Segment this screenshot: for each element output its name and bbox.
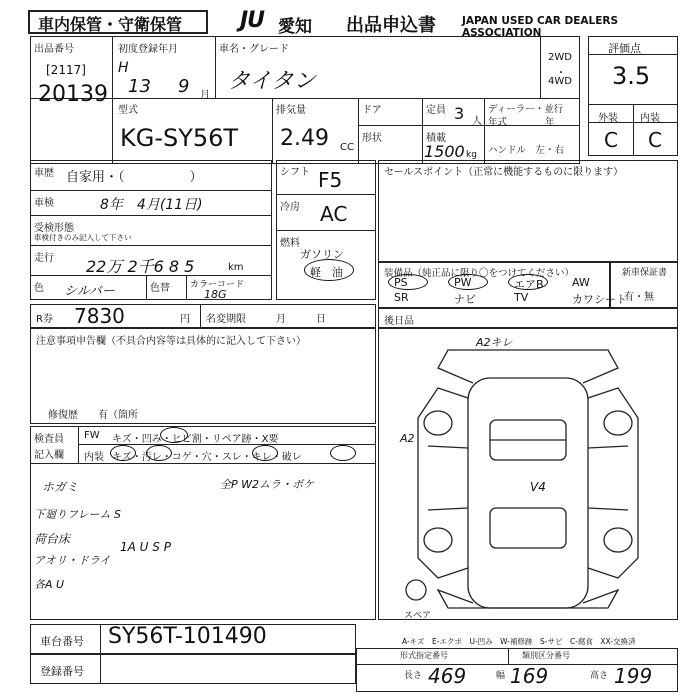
rear-items-label: 後日品: [384, 316, 414, 327]
shift-value: F5: [318, 168, 343, 192]
entry-label: 記入欄: [34, 450, 64, 461]
width-value: 169: [510, 664, 549, 688]
diagram-mark-a2-top: A2キレ: [476, 336, 513, 349]
equipment-label: 装備品（純正品に限り〇をつけてください）: [384, 268, 575, 279]
score-label: 評価点: [608, 42, 641, 55]
model-value: KG-SY56T: [120, 124, 239, 152]
handle-label: ハンドル 左・右: [488, 145, 565, 156]
equipment-item: AW: [572, 276, 590, 289]
yen-label: 円: [180, 314, 190, 325]
association-name: JAPAN USED CAR DEALERS ASSOCIATION: [462, 15, 619, 39]
diagram-mark-a2-left: A2: [400, 432, 415, 445]
color-code-label: カラーコード: [190, 280, 245, 290]
manual-yes-no: 有・無: [624, 292, 654, 303]
two-wd-label: 2WD: [548, 52, 572, 63]
equipment-item: PW: [454, 276, 472, 289]
first-reg-label: 初度登録年月: [118, 44, 178, 55]
aircon-label: 冷房: [280, 202, 300, 213]
aichi-label: 愛知: [278, 17, 312, 37]
year-type-label: 年式 年: [488, 117, 555, 128]
spare-label: スペア: [404, 611, 432, 621]
color-value: シルバー: [64, 284, 115, 299]
history-label: 車歴: [34, 168, 54, 179]
spec-type-label: 形式指定番号: [400, 651, 448, 660]
note-line-1: ホガミ: [42, 480, 79, 494]
inspection-value: 8年 4月(11日): [100, 197, 203, 213]
lot-no-label: 出品番号: [34, 44, 74, 55]
receipt-label: 受検形態: [34, 223, 74, 234]
capacity-unit: 人: [472, 116, 482, 127]
color-change-label: 色替: [150, 283, 170, 294]
car-name-label: 車名・グレード: [219, 44, 289, 55]
manual-label: 新車保証書: [622, 268, 668, 278]
equipment-item: エアB: [514, 278, 544, 291]
rear-items-box: [378, 308, 678, 328]
ju-logo: JU: [240, 8, 265, 33]
cc-label: CC: [340, 142, 354, 153]
chassis-label: 車台番号: [40, 635, 84, 648]
aircon-value: AC: [320, 202, 348, 226]
capacity-label: 定員: [426, 105, 446, 116]
height-value: 199: [614, 664, 653, 688]
model-label: 型式: [118, 105, 138, 116]
displacement-label: 排気量: [276, 105, 306, 116]
history-value: 自家用・（ ）: [66, 170, 203, 185]
color-label: 色: [34, 283, 44, 294]
interior-label: 内装: [640, 113, 660, 124]
diagram-mark-v4: V4: [530, 480, 546, 494]
dealer-label: ディーラー・並行: [488, 104, 564, 115]
note-line-2: 全P W2ムラ・ボケ: [220, 478, 315, 491]
exterior-label: 外装: [598, 113, 618, 124]
equipment-circle: [508, 274, 548, 290]
width-label: 幅: [496, 671, 506, 681]
displacement-value: 2.49: [280, 126, 329, 151]
interior-value: C: [648, 128, 662, 152]
height-label: 高さ: [590, 671, 609, 681]
load-value: 1500: [424, 142, 465, 161]
note-line-3: 下廻りフレーム S: [34, 508, 122, 521]
equipment-item: TV: [514, 291, 529, 304]
form-title: 出品申込書: [346, 15, 436, 36]
year-value: 13: [128, 76, 151, 97]
car-diagram: [378, 328, 678, 620]
kg-label: kg: [466, 150, 477, 160]
km-label: km: [228, 262, 244, 273]
exterior-value: C: [604, 128, 618, 152]
equipment-circle: [388, 274, 428, 290]
chassis-value: SY56T-101490: [108, 624, 267, 649]
note-line-5: アオリ・ドライ: [34, 554, 111, 567]
lot-number: 20139: [38, 82, 108, 107]
shift-label: シフト: [280, 167, 310, 178]
notes-label: 注意事項申告欄（不具合内容等は具体的に記入して下さい）: [36, 336, 306, 347]
length-value: 469: [428, 664, 467, 688]
r-ticket-value: 7830: [74, 304, 125, 328]
score-value: 3.5: [612, 62, 651, 90]
note-line-7: 各A U: [34, 578, 65, 591]
damage-legend: A-キズ E-エクボ U-凹み W-補修跡 S-サビ C-腐食 XX-交換済: [402, 637, 636, 646]
fuel-diesel: 軽 油: [310, 266, 343, 279]
wd-dot: ・: [556, 68, 566, 79]
storage-text: 車内保管・守衛保管: [38, 15, 183, 34]
r-ticket-label: R券: [36, 314, 53, 325]
car-name-value: タイタン: [228, 69, 316, 94]
fuel-label: 燃料: [280, 238, 300, 249]
fuel-diesel-circle: [304, 259, 354, 281]
sales-point-label: セールスポイント（正常に機能するものに限ります）: [384, 167, 624, 178]
fw-label: FW: [84, 430, 100, 441]
era-value: H: [118, 60, 129, 76]
reg-label: 登録番号: [40, 665, 84, 678]
equipment-item: SR: [394, 291, 409, 304]
handwritten-notes-area: [30, 464, 376, 620]
receipt-note: 車検付きのみ記入して下さい: [34, 233, 132, 242]
color-code-value: 18G: [204, 288, 227, 301]
interior-items: キズ・汚レ・コゲ・穴・スレ・キレ・破レ: [112, 452, 302, 463]
shape-label: 形状: [362, 133, 382, 144]
capacity-value: 3: [454, 104, 465, 123]
equipment-item: ナビ: [454, 293, 476, 306]
month-unit: 月: [200, 90, 210, 101]
doors-label: ドア: [362, 105, 382, 116]
repair-label: 修復歴 有（箇所: [48, 410, 138, 421]
equipment-circle: [448, 274, 488, 290]
fw-items: キズ・凹み・ヒビ割・リペア跡・X要: [112, 434, 279, 445]
four-wd-label: 4WD: [548, 76, 572, 87]
equipment-item: PS: [394, 276, 408, 289]
inspection-label: 車検: [34, 198, 54, 209]
fuel-value: ガソリン: [300, 248, 344, 261]
note-line-4: 荷台床: [34, 532, 71, 546]
mileage-value: 22万 2千6 8 5: [86, 257, 195, 276]
month-value: 9: [178, 76, 190, 97]
equipment-item: カワシート: [572, 293, 627, 306]
name-change-label: 名変期限 月 日: [206, 314, 326, 325]
note-line-6: 1A U S P: [120, 540, 171, 554]
interior-row-label: 内装: [84, 452, 104, 463]
load-label: 積載: [426, 133, 446, 144]
lot-bracket: [2117]: [46, 63, 86, 77]
inspector-label: 検査員: [34, 434, 64, 445]
cat-type-label: 類別区分番号: [522, 651, 570, 660]
length-label: 長さ: [404, 671, 423, 681]
mileage-label: 走行: [34, 253, 54, 264]
